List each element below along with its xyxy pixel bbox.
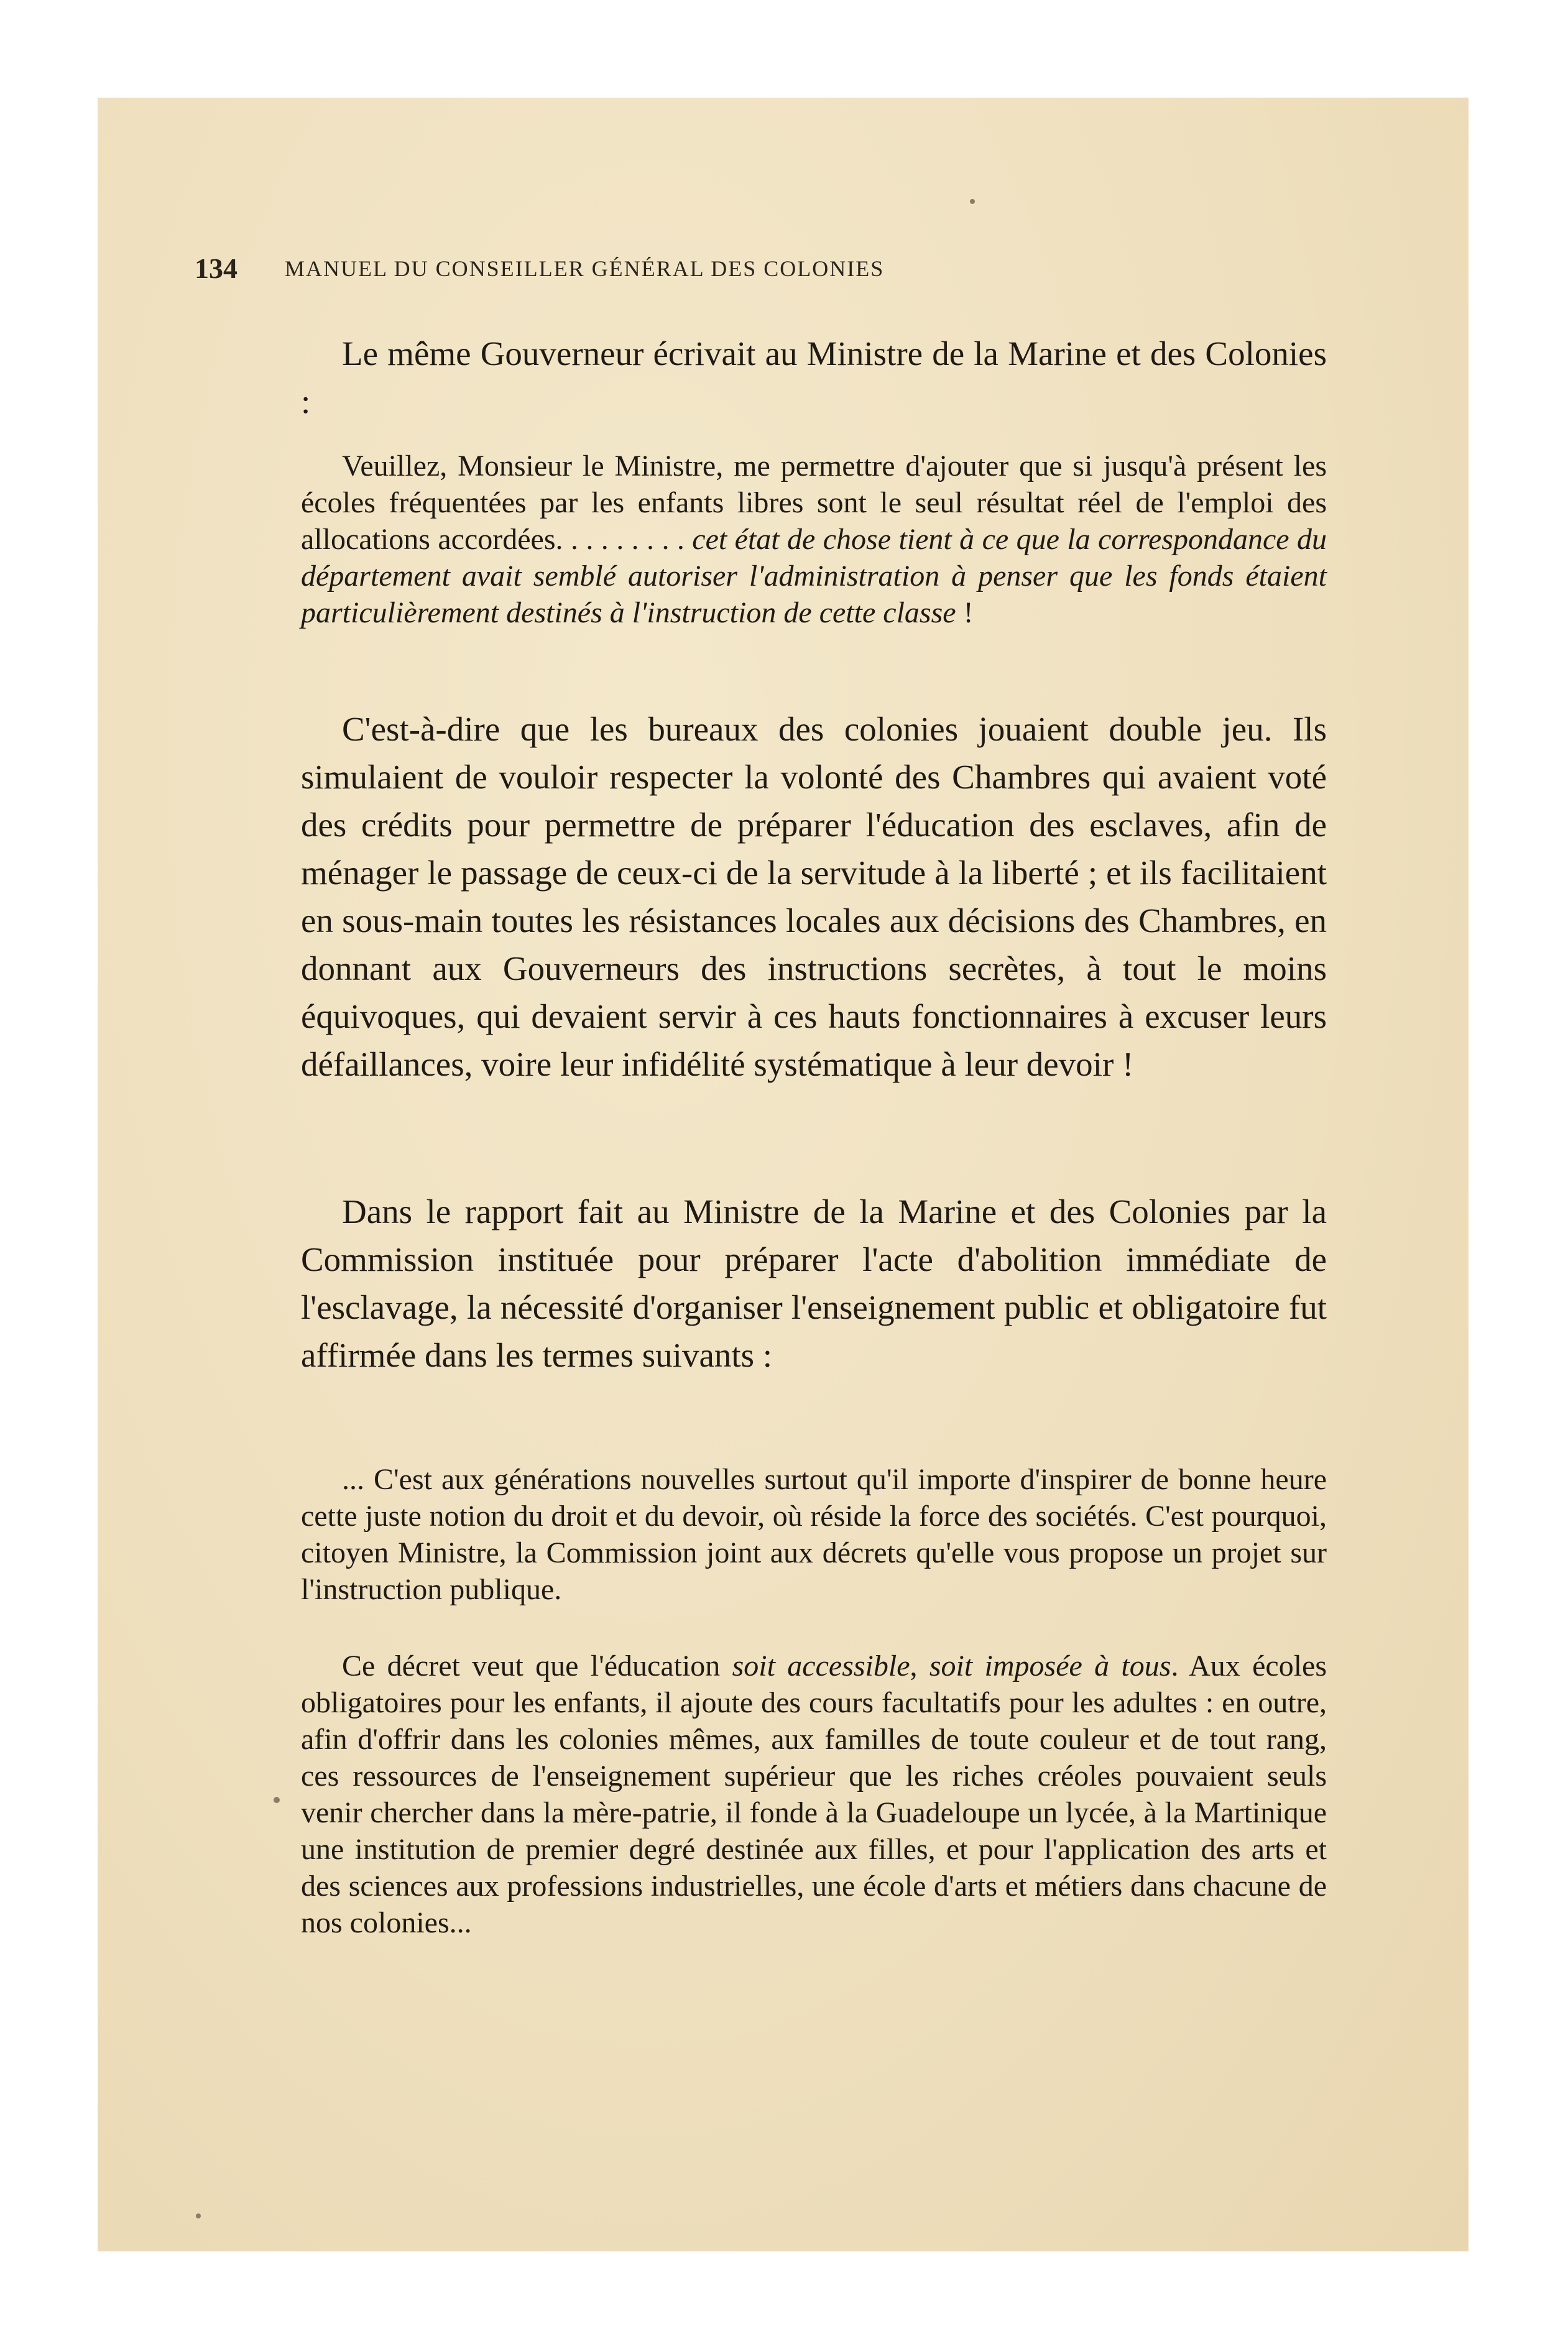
running-title: MANUEL DU CONSEILLER GÉNÉRAL DES COLONIES	[285, 256, 885, 281]
paragraph-intro: Le même Gouverneur écrivait au Ministre de la Marine et des Colonies :	[301, 335, 1327, 420]
quote-governor	[301, 448, 1327, 631]
paragraph-commission: Dans le rapport fait au Ministre de la Marine et des Colonies par la Commission instituée pour préparer l'acte d'abolition immédiate de l'esclavage, la nécessité d'organiser l'enseignement public et obligatoire fut affirmée dans les termes suivants :	[301, 1193, 1327, 1374]
quote-decree-a: Ce décret veut que l'éducation	[342, 1650, 732, 1682]
page-number: 134	[195, 252, 238, 284]
quote-governor-roman: Veuillez, Monsieur le Ministre, me permettre d'ajouter que si jusqu'à présent les écoles fréquentées par les enfants libres sont le seul résultat réel de l'emploi des allocations accordées. . . . . . . . .	[301, 450, 1327, 556]
quote-generations: ... C'est aux générations nouvelles surtout qu'il importe d'inspirer de bonne heure cette juste notion du droit et du devoir, où réside la force des sociétés. C'est pourquoi, citoyen Ministre, la Commission joint aux décrets qu'elle vous propose un projet sur l'instruction publique.	[301, 1463, 1327, 1606]
quote-governor-italic: cet état de chose tient à ce que la correspondance du département avait semblé autoriser l'administration à penser que les fonds étaient particulièrement destinés à l'instruction de cette classe	[301, 523, 1327, 629]
quote-decree-italic-1: soit accessible	[732, 1650, 910, 1682]
dust-speck	[274, 1797, 280, 1803]
dust-speck	[970, 199, 975, 204]
quote-governor-end: !	[956, 596, 974, 629]
quote-decree-italic-2: soit imposée à tous	[929, 1650, 1171, 1682]
paragraph-double-jeu: C'est-à-dire que les bureaux des colonies jouaient double jeu. Ils simulaient de vouloir respecter la volonté des Chambres qui avaient voté des crédits pour permettre de préparer l'éducation des esclaves, afin de ménager le passage de ceux-ci de la servitude à la liberté ; et ils facilitaient en sous-main toutes les résistances locales aux décisions des Chambres, en donnant aux Gouverneurs des instructions secrètes, à tout le moins équivoques, qui devaient servir à ces hauts fonctionnaires à excuser leurs défaillances, voire leur infidélité systématique à leur devoir !	[301, 710, 1327, 1083]
running-header	[195, 252, 1332, 289]
quote-decree-c: . Aux écoles obligatoires pour les enfants, il ajoute des cours facultatifs pour les adultes : en outre, afin d'offrir dans les colonies mêmes, aux familles de toute couleur et de tout rang, ces ressources de l'enseignement supérieur que les riches créoles pouvaient seuls venir chercher dans la mère-patrie, il fonde à la Guadeloupe un lycée, à la Martinique une institution de premier degré destinée aux filles, et pour l'application des arts et des sciences aux professions industrielles, une école d'arts et métiers dans chacune de nos colonies...	[301, 1650, 1327, 1939]
quote-decree	[301, 1648, 1327, 1941]
dust-speck	[196, 2213, 201, 2218]
quote-decree-b: ,	[910, 1650, 929, 1682]
